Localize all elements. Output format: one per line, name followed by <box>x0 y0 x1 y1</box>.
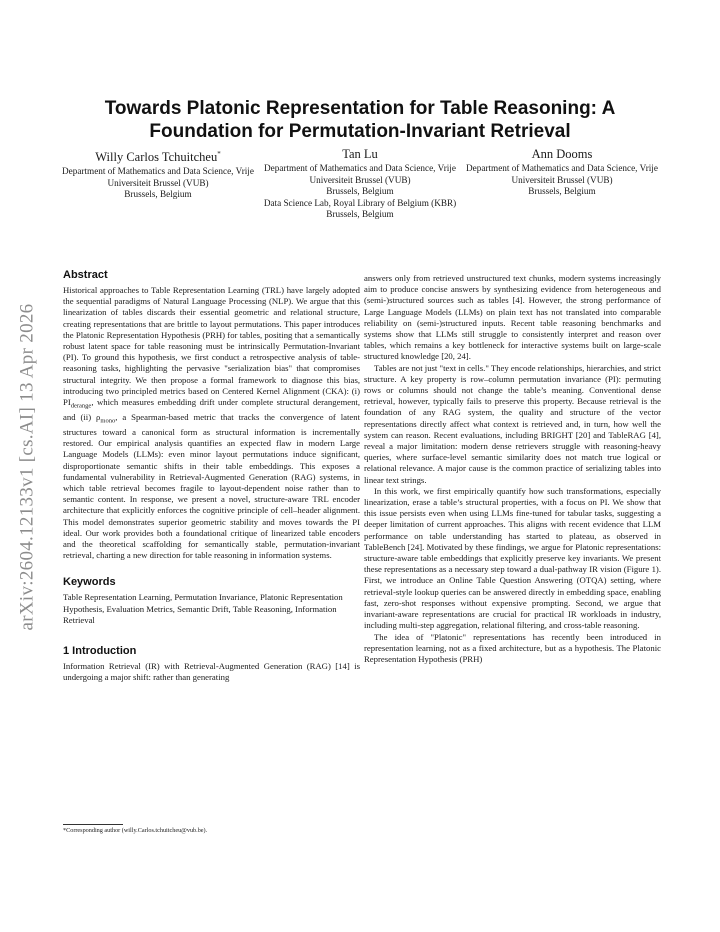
right-paragraph-4: The idea of "Platonic" representations has recently been introduced in representation learning, not as a fixed architecture, but as a hypothesis. The Platonic Representation Hypothesis (PRH) <box>364 631 661 664</box>
introduction-heading: 1 Introduction <box>63 644 137 657</box>
author-2-name: Tan Lu <box>342 147 378 161</box>
author-2-extra-location: Brussels, Belgium <box>326 209 394 220</box>
arxiv-identifier <box>14 262 40 672</box>
author-1-location: Brussels, Belgium <box>124 189 192 200</box>
author-2 <box>262 146 458 221</box>
right-paragraph-1: answers only from retrieved unstructured text chunks, modern systems increasingly aim to produce concise answers by synthesizing evidence from heterogeneous and (semi-)structured sources such as tables [4]. However, the strong performance of Large Language Models (LLMs) on plain text has not translated into comparable reliability on (semi-)structured inputs. Recent table reasoning benchmarks and systems show that LLMs still struggle to consistently interpret and reason over tables, which remains a key bottleneck for interactive systems built on large-scale structured knowledge [20, 24]. <box>364 273 661 362</box>
footnote: *Corresponding author (willy.Carlos.tchuitcheu@vub.be). <box>63 827 208 834</box>
right-column <box>364 273 661 665</box>
keywords-text: Table Representation Learning, Permutation Invariance, Platonic Representation Hypothesis, Evaluation Metrics, Semantic Drift, Table Reasoning, Information Retrieval <box>63 592 343 625</box>
author-1-affiliation: Department of Mathematics and Data Science, Vrije Universiteit Brussel (VUB) <box>62 166 254 188</box>
author-2-location: Brussels, Belgium <box>326 186 394 197</box>
footnote-rule <box>63 824 123 825</box>
author-2-affiliation: Department of Mathematics and Data Science, Vrije Universiteit Brussel (VUB) <box>264 163 456 185</box>
author-1 <box>60 146 256 221</box>
abstract-text: Historical approaches to Table Representation Learning (TRL) have largely adopted the sequential paradigms of Natural Language Processing (NLP). We argue that this linearization of tables discards their essential geometric and relational structure, creating representations that are brittle to layout permutations. This paper introduces the Platonic Representation Hypothesis (PRH) for tables, positing that a semantically robust latent space for table reasoning must be intrinsically Permutation-Invariant (PI). To ground this hypothesis, we first conduct a retrospective analysis of table-reasoning tasks, highlighting the pervasive "serialization bias" that compromises structural integrity. We then propose a formal framework to diagnose this bias, introducing two principled metrics based on Centered Kernel Alignment (CKA): (i) $PI_{derange}$, which measures embedding drift under complete structural derangement, and (ii) $\rho_{mono}$, a Spearman-based metric that tracks the convergence of latent structures toward a canonical form as structural information is incrementally restored. Our empirical analysis quantifies an expected flaw in modern Large Language Models (LLMs): even minor layout permutations induce significant, disproportionate semantic shifts in their table embeddings. This exposes a fundamental vulnerability in Retrieval-Augmented Generation (RAG) systems, in which table retrieval becomes fragile to layout-dependent noise rather than to semantic content. In response, we present a novel, structure-aware TRL encoder architecture that explicitly enforces the cognitive principle of cell–header alignment. This model demonstrates superior geometric stability and moves towards the PI ideal. Our work provides both a foundational critique of linearized table encoders and the theoretical scaffolding for semantically stable, permutation-invariant retrieval, charting a new direction for table reasoning in information systems. <box>63 285 360 561</box>
abstract-heading: Abstract <box>63 269 108 281</box>
author-block <box>60 146 660 221</box>
author-3-location: Brussels, Belgium <box>528 186 596 197</box>
arxiv-identifier-text: arXiv:2604.12133v1 [cs.AI] 13 Apr 2026 <box>16 303 37 631</box>
corresponding-mark: * <box>217 150 221 158</box>
author-3-affiliation: Department of Mathematics and Data Science, Vrije Universiteit Brussel (VUB) <box>466 163 658 185</box>
author-3-name: Ann Dooms <box>531 147 593 161</box>
author-3 <box>464 146 660 221</box>
author-1-name: Willy Carlos Tchuitcheu <box>95 150 218 165</box>
author-2-extra-affiliation: Data Science Lab, Royal Library of Belgium (KBR) <box>263 197 457 208</box>
left-column <box>63 268 360 683</box>
keywords-heading: Keywords <box>63 576 116 589</box>
right-paragraph-3: In this work, we first empirically quantify how such transformations, especially linearization, erase a table’s structural properties, with a focus on PI. We show that this issue persists even when using LLMs fine-tuned for tabular tasks, suggesting a deeper limitation of current approaches. This aligns with recent evidence that LLM performance on table understanding has started to plateau, as observed in TableBench [24]. Motivated by these findings, we argue for Platonic representations: structure-aware table embeddings that explicitly preserve key invariants. We present these representations as a necessary step toward a dual-pathway IR vision (Figure 1). First, we introduce an Online Table Question Answering (OTQA) setting, where retrieval-style lookup queries can be answered directly in embedding space, enabling fast, zero-shot responses without expensive prompting. Second, we argue that invariant-aware representations are crucial for practical IR workloads in industry, including multi-step aggregation, relational filtering, and cross-table reasoning. <box>364 485 661 631</box>
right-paragraph-2: Tables are not just "text in cells." They encode relationships, hierarchies, and strict structure. A key property is row–column permutation invariance (PI): permuting rows or columns should not change the table’s meaning. Conventional dense retrieval, however, typically fails to preserve this property. Because retrieval is the foundation of any RAG system, the quality and structure of the vector representations directly affect what context is retrieved and, in turn, how well the system can reason. Recent evaluations, including BRIGHT [20] and TableRAG [4], reveal a major limitation: modern dense retrievers struggle with reasoning-heavy queries, where surface-level semantic similarity does not match true logical or relational relevance. A major cause is the common practice of serializing tables into linear text strings. <box>364 362 661 485</box>
introduction-paragraph: Information Retrieval (IR) with Retrieval-Augmented Generation (RAG) [14] is undergoing a major shift: rather than generating <box>63 660 360 683</box>
paper-title: Towards Platonic Representation for Table Reasoning: A Foundation for Permutation-Invariant Retrieval <box>104 98 616 142</box>
